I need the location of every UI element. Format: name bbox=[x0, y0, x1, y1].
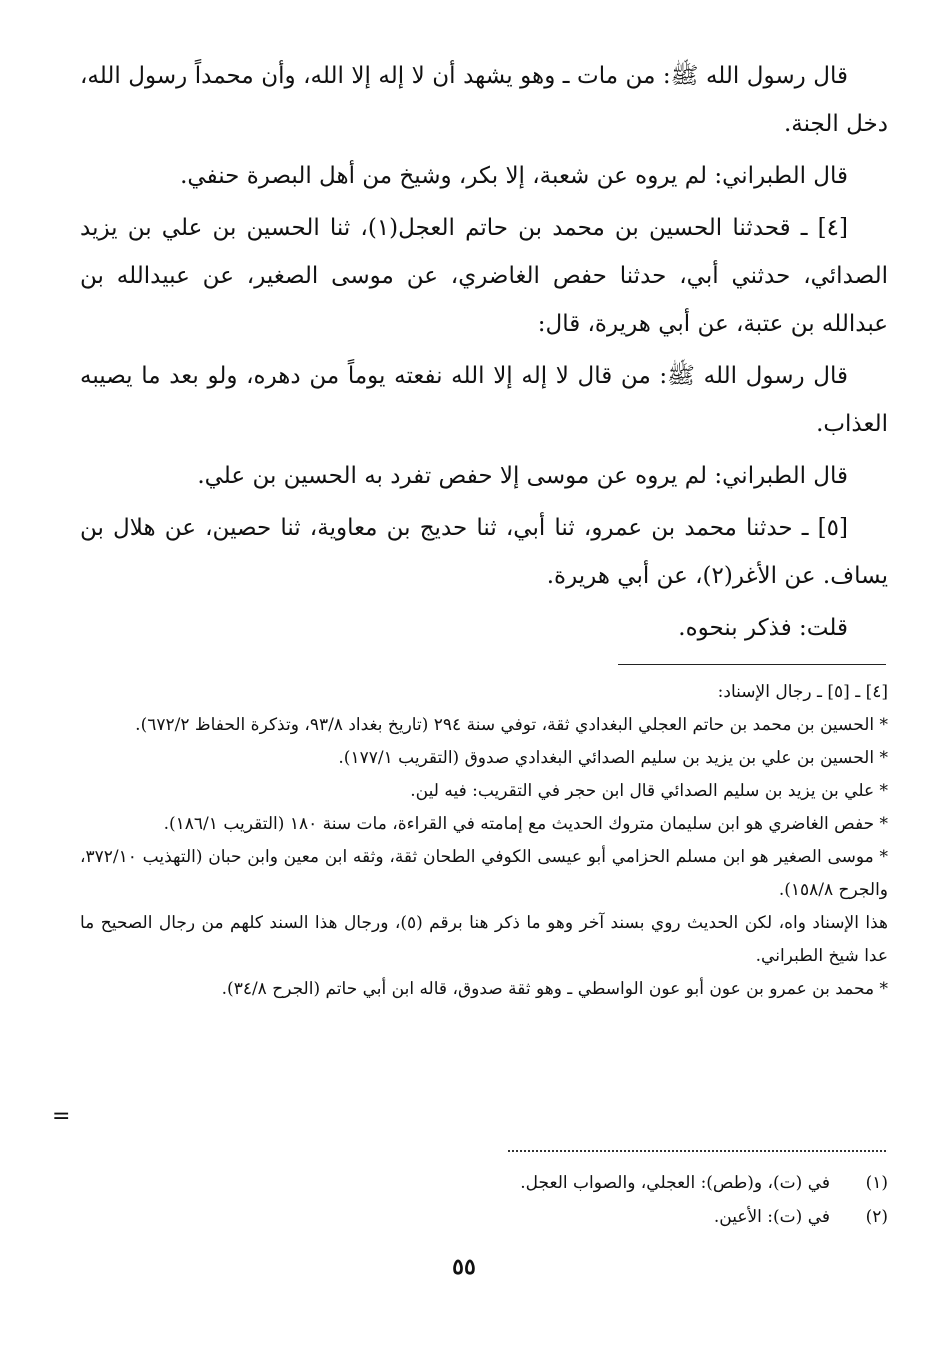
notes-heading: [٤] ـ [٥] ـ رجال الإسناد: bbox=[717, 682, 888, 702]
note-item: * محمد بن عمرو بن عون أبو عون الواسطي ـ وهو ثقة صدوق، قاله ابن أبي حاتم (الجرح ٣٤/٨). bbox=[221, 979, 888, 999]
footnotes-divider bbox=[508, 1150, 886, 1152]
notes-divider bbox=[618, 664, 886, 665]
note-item: * الحسين بن محمد بن حاتم العجلي البغدادي ثقة، توفي سنة ٢٩٤ (تاريخ بغداد ٩٣/٨، وتذكرة الحفاظ ٦٧٢/٢). bbox=[135, 715, 888, 735]
note-item: * الحسين بن علي بن يزيد بن سليم الصدائي البغدادي صدوق (التقريب ١٧٧/١). bbox=[338, 748, 888, 768]
paragraph-hadith-4-matn: قال رسول الله ﷺ: من قال لا إله إلا الله نفعته يوماً من دهره، ولو بعد ما يصيبه العذاب. bbox=[80, 363, 888, 437]
main-text bbox=[80, 52, 888, 656]
paragraph-hadith-1: قال رسول الله ﷺ: من مات ـ وهو يشهد أن لا إله إلا الله، وأن محمداً رسول الله، دخل الجنة. bbox=[80, 63, 888, 137]
note-item: * حفص الغاضري هو ابن سليمان متروك الحديث مع إمامته في القراءة، مات سنة ١٨٠ (التقريب ١٨٦/١). bbox=[163, 814, 888, 834]
continuation-mark: = bbox=[52, 1104, 71, 1129]
paragraph-qultu: قلت: فذكر بنحوه. bbox=[678, 615, 848, 641]
paragraph-tabarani-1: قال الطبراني: لم يروه عن شعبة، إلا بكر، وشيخ من أهل البصرة حنفي. bbox=[180, 163, 848, 189]
paragraph-tabarani-2: قال الطبراني: لم يروه عن موسى إلا حفص تفرد به الحسين بن علي. bbox=[197, 463, 848, 489]
footnote-number: (١) bbox=[865, 1173, 888, 1193]
footnote-number: (٢) bbox=[865, 1207, 888, 1227]
footnotes bbox=[80, 1166, 888, 1234]
footnote-1 bbox=[80, 1166, 888, 1200]
page-number: ٥٥ bbox=[452, 1254, 476, 1280]
footnote-2 bbox=[80, 1200, 888, 1234]
note-item: * علي بن يزيد بن سليم الصدائي قال ابن حجر في التقريب: فيه لين. bbox=[410, 781, 888, 801]
paragraph-hadith-5: [٥] ـ حدثنا محمد بن عمرو، ثنا أبي، ثنا حديج بن معاوية، ثنا حصين، عن هلال بن يساف. عن الأغر(٢)، عن أبي هريرة. bbox=[80, 515, 888, 589]
note-item: * موسى الصغير هو ابن مسلم الحزامي أبو عيسى الكوفي الطحان ثقة، وثقه ابن معين وابن حبان (التهذيب ٣٧٢/١٠، والجرح ١٥٨/٨). bbox=[80, 847, 888, 900]
footnote-text: في (ت)، و(طص): العجلي، والصواب العجل. bbox=[520, 1173, 830, 1193]
note-item: هذا الإسناد واه، لكن الحديث روي بسند آخر وهو ما ذكر هنا برقم (٥)، ورجال هذا السند كلهم من رجال الصحيح ما عدا شيخ الطبراني. bbox=[80, 913, 888, 966]
footnote-text: في (ت): الأعين. bbox=[713, 1207, 830, 1227]
narrators-notes bbox=[80, 676, 888, 1006]
paragraph-hadith-4-isnad: [٤] ـ قحدثنا الحسين بن محمد بن حاتم العجل(١)، ثنا الحسين بن علي بن يزيد الصدائي، حدثني أبي، حدثنا حفص الغاضري، عن موسى الصغير، عن عبيدالله بن عبدالله بن عتبة، عن أبي هريرة، قال: bbox=[80, 215, 888, 337]
